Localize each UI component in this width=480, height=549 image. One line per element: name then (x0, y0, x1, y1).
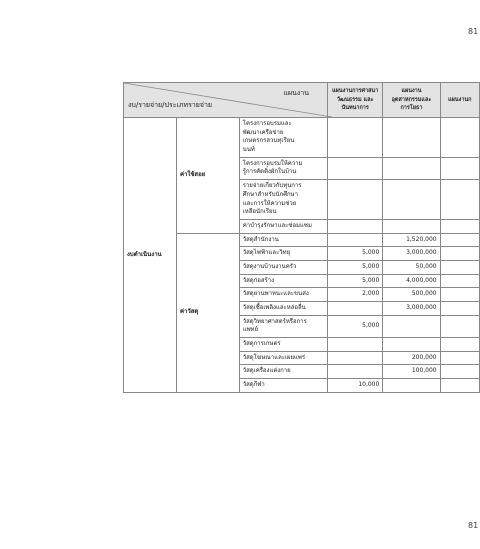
value-cell (440, 118, 479, 158)
item-cell: โครงการอบรมให้ความ รู้การคัดติ๋งผักในบ้าน (239, 157, 327, 179)
header-left-label: งบ/รายจ่าย/ประเภทรายจ่าย (128, 100, 213, 109)
value-cell (440, 365, 479, 379)
value-cell: 3,000,000 (383, 247, 440, 261)
value-cell (383, 219, 440, 233)
value-cell (440, 180, 479, 220)
item-cell: วัสดุกีฬา (239, 379, 327, 393)
value-cell (328, 338, 383, 352)
value-cell: 1,520,000 (383, 233, 440, 247)
value-cell: 5,000 (328, 315, 383, 337)
value-cell (328, 118, 383, 158)
value-cell (440, 157, 479, 179)
item-cell: วัสดุงานบ้านงานครัว (239, 260, 327, 274)
table-header-row (124, 83, 480, 118)
value-cell (440, 315, 479, 337)
value-cell: 200,000 (383, 351, 440, 365)
value-cell (440, 233, 479, 247)
value-cell: 5,000 (328, 260, 383, 274)
value-cell: 3,000,000 (383, 302, 440, 316)
value-cell (328, 351, 383, 365)
category-cell: ค่าใช้สอย (177, 118, 240, 234)
value-cell (328, 365, 383, 379)
value-cell (440, 288, 479, 302)
item-cell: วัสดุยานพาหนะและขนส่ง (239, 288, 327, 302)
page-number-top: 81 (468, 27, 479, 36)
value-cell (440, 338, 479, 352)
value-cell (328, 157, 383, 179)
value-cell: 500,000 (383, 288, 440, 302)
item-cell: วัสดุการเกษตร (239, 338, 327, 352)
table-row (124, 118, 480, 158)
item-cell: วัสดุโฆษณาและเผยแพร่ (239, 351, 327, 365)
value-cell (440, 274, 479, 288)
column-header: แผนงานก (440, 83, 479, 118)
item-cell: วัสดุเครื่องแต่งกาย (239, 365, 327, 379)
item-cell: วัสดุก่อสร้าง (239, 274, 327, 288)
value-cell (383, 315, 440, 337)
value-cell (383, 118, 440, 158)
category-cell: ค่าวัสดุ (177, 233, 240, 392)
value-cell (328, 302, 383, 316)
item-cell: รายจ่ายเกี่ยวกับทุนการ ศึกษาสำหรับนักศึกษา และการให้ความช่วย เหลือนักเรียน (239, 180, 327, 220)
column-header: แผนงาน อุตสาหกรรมและ การโยธา (383, 83, 440, 118)
value-cell: 10,000 (328, 379, 383, 393)
item-cell: โครงการอบรมและ พัฒนาเครือข่าย เกษตรกรสวนทุเรียน นนท์ (239, 118, 327, 158)
value-cell: 5,000 (328, 247, 383, 261)
header-corner-cell (124, 83, 328, 118)
value-cell: 100,000 (383, 365, 440, 379)
budget-table (123, 82, 480, 393)
table-row (124, 233, 480, 247)
item-cell: วัสดุเชื้อเพลิงและหล่อลื่น (239, 302, 327, 316)
value-cell: 5,000 (328, 274, 383, 288)
value-cell (383, 157, 440, 179)
value-cell (328, 180, 383, 220)
value-cell: 50,000 (383, 260, 440, 274)
value-cell (440, 247, 479, 261)
item-cell: วัสดุวิทยาศาสตร์หรือการ แพทย์ (239, 315, 327, 337)
value-cell (383, 379, 440, 393)
column-header: แผนงานการศาสนา วัฒนธรรม และ นันทนาการ (328, 83, 383, 118)
value-cell (440, 351, 479, 365)
value-cell (440, 302, 479, 316)
value-cell (440, 379, 479, 393)
value-cell: 2,000 (328, 288, 383, 302)
value-cell (328, 219, 383, 233)
value-cell (383, 180, 440, 220)
value-cell (440, 219, 479, 233)
item-cell: วัสดุสำนักงาน (239, 233, 327, 247)
header-right-label: แผนงาน (283, 89, 310, 97)
item-cell: ค่าบำรุงรักษาและซ่อมแซม (239, 219, 327, 233)
value-cell: 4,000,000 (383, 274, 440, 288)
item-cell: วัสดุไฟฟ้าและวิทยุ (239, 247, 327, 261)
value-cell (383, 338, 440, 352)
page-number-bottom: 81 (468, 521, 479, 530)
value-cell (440, 260, 479, 274)
budget-group-cell: งบดำเนินงาน (124, 118, 177, 393)
value-cell (328, 233, 383, 247)
